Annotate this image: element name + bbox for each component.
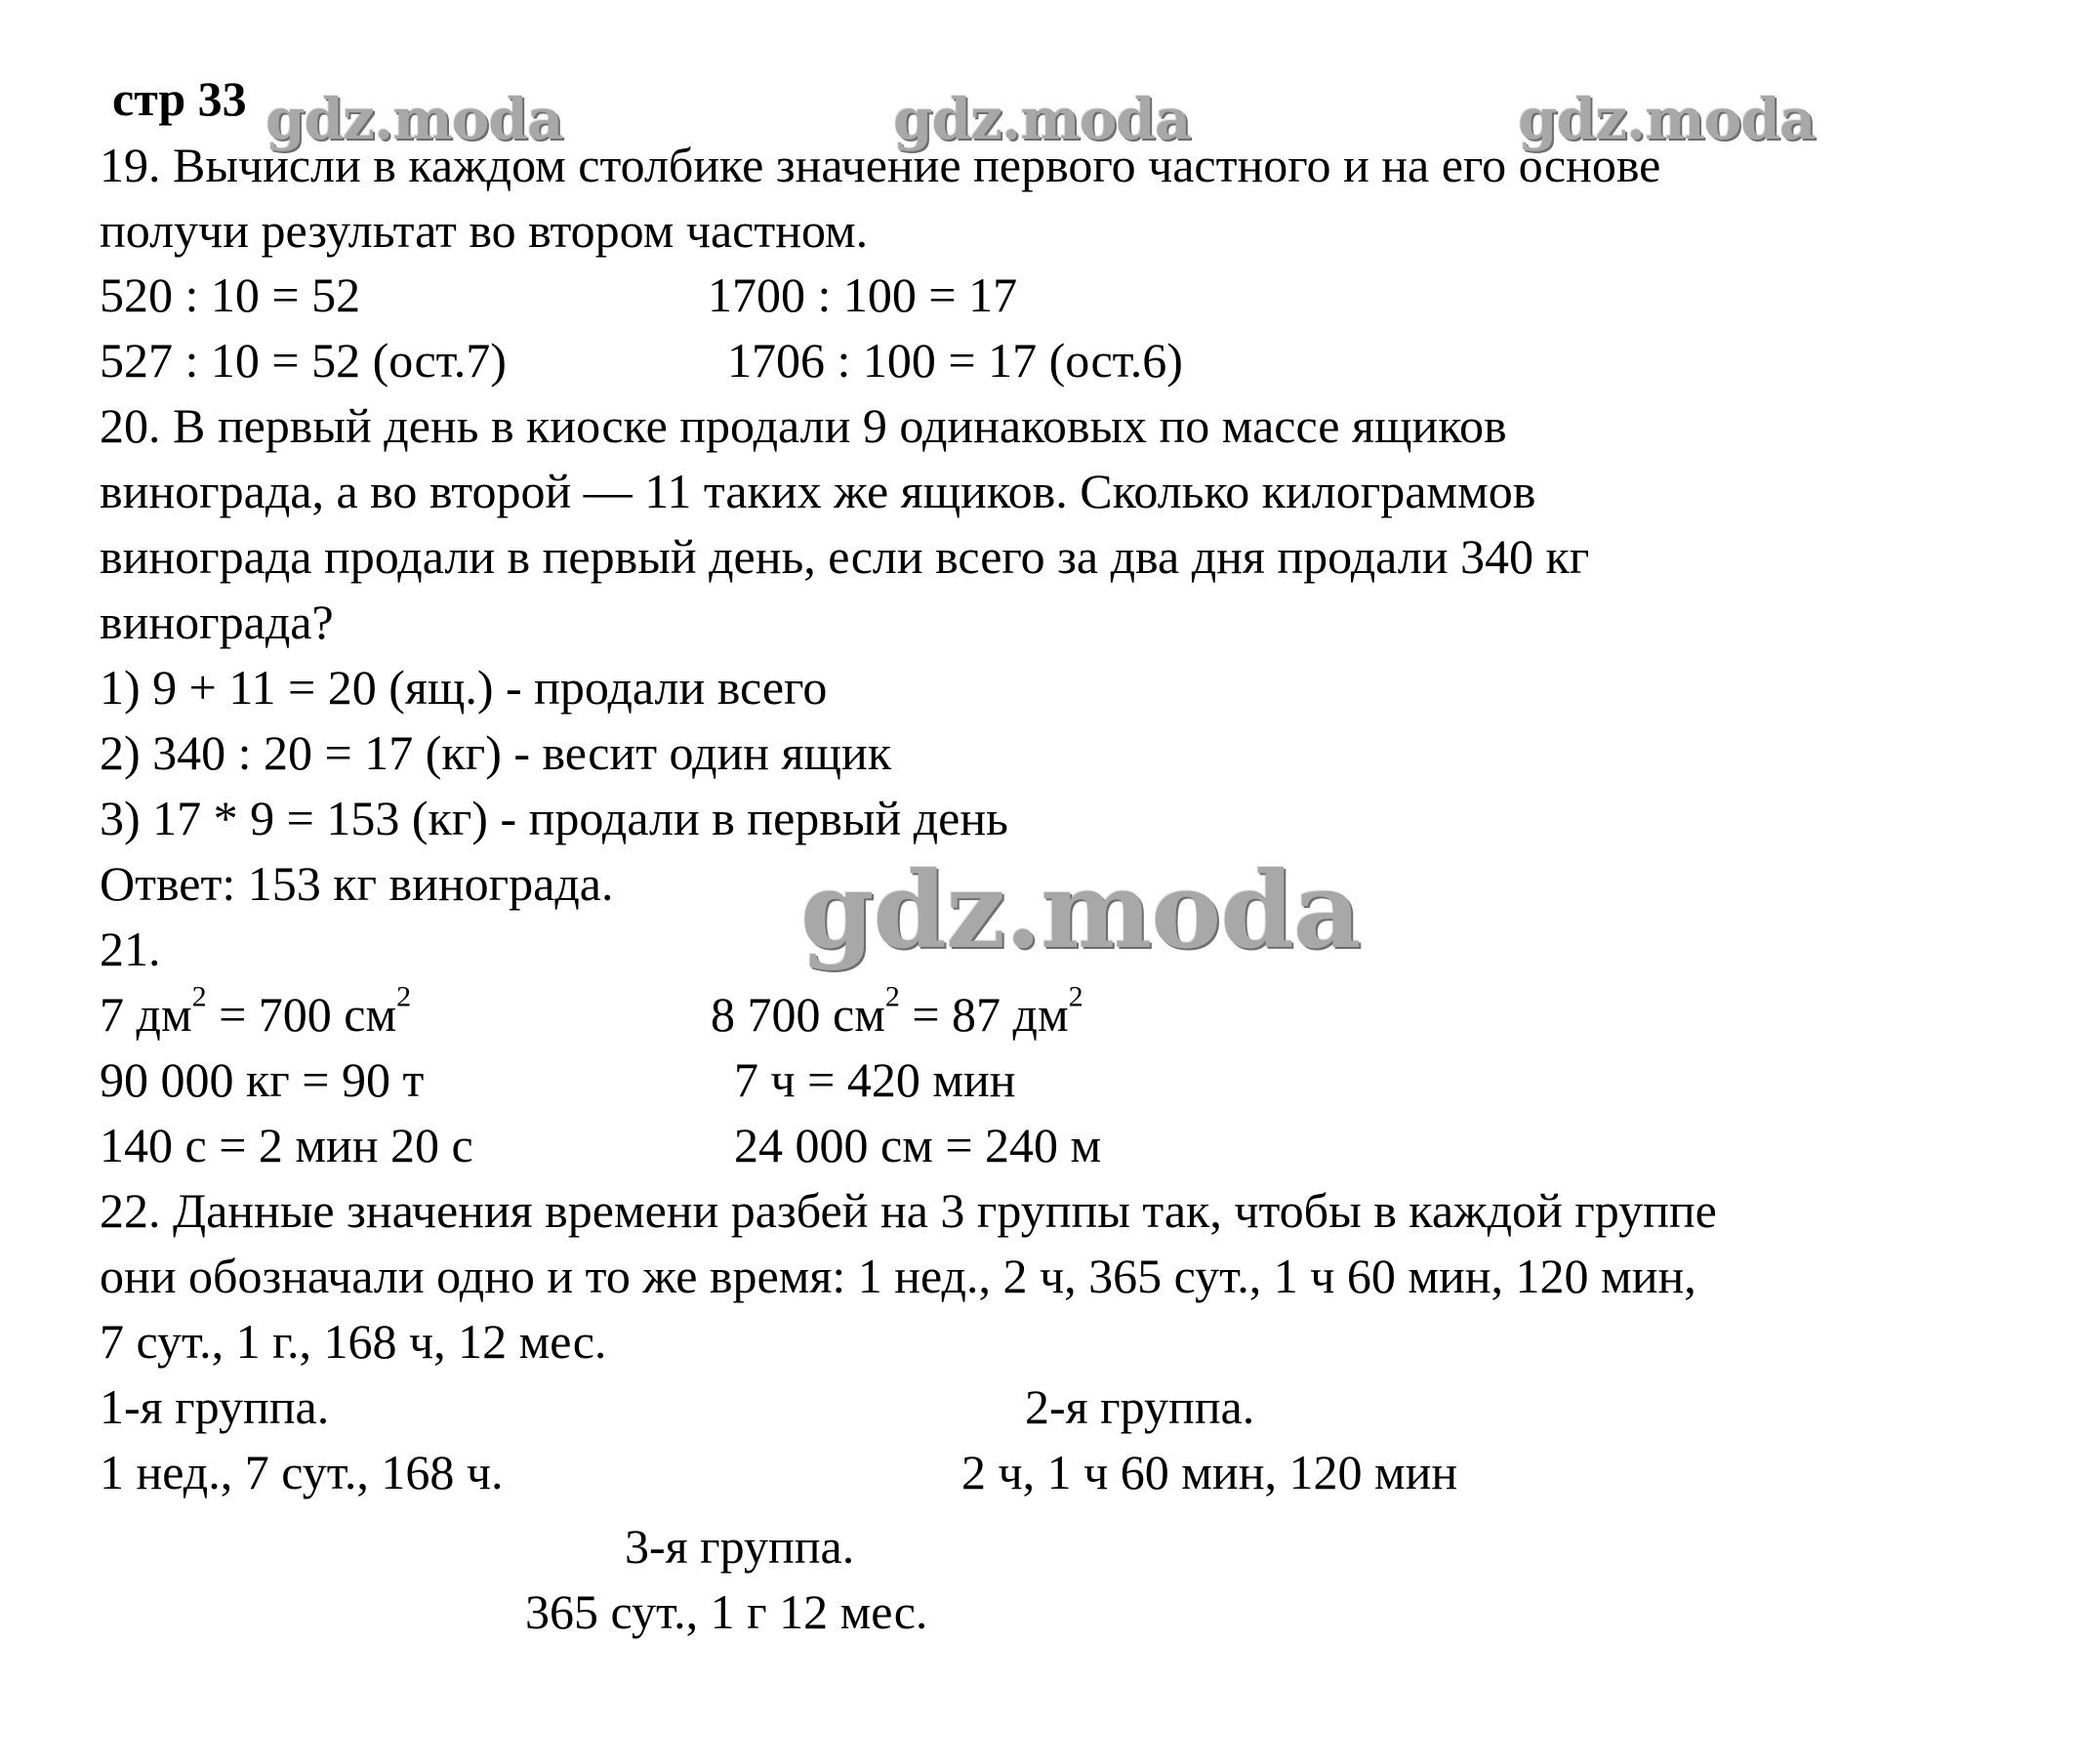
task21-row1-right xyxy=(711,980,1083,1043)
task20-text-line3: винограда продали в первый день, если всего за два дня продали 340 кг xyxy=(100,529,1590,584)
page-label: стр 33 xyxy=(112,71,247,126)
task22-text-line2: они обозначали одно и то же время: 1 нед., 2 ч, 365 сут., 1 ч 60 мин, 120 мин, xyxy=(100,1249,1696,1303)
task21-row2-left: 90 000 кг = 90 т xyxy=(100,1052,425,1107)
watermark-3: gdz.moda xyxy=(1518,86,1816,152)
task21-row3-right: 24 000 см = 240 м xyxy=(734,1118,1102,1172)
task20-step3: 3) 17 * 9 = 153 (кг) - продали в первый день xyxy=(100,791,1008,845)
task21-row1-left-a: 7 дм xyxy=(100,987,192,1042)
superscript-2: 2 xyxy=(884,980,900,1013)
task20-text-line4: винограда? xyxy=(100,595,334,649)
task20-step2: 2) 340 : 20 = 17 (кг) - весит один ящик xyxy=(100,725,892,780)
task20-text-line1: 20. В первый день в киоске продали 9 одинаковых по массе ящиков xyxy=(100,398,1507,453)
task21-number: 21. xyxy=(100,922,161,976)
task22-text-line3: 7 сут., 1 г., 168 ч, 12 мес. xyxy=(100,1314,607,1369)
task20-text-line2: винограда, а во второй — 11 таких же ящиков. Сколько килограммов xyxy=(100,464,1536,518)
task21-row1-left xyxy=(100,980,412,1043)
task19-row2-left: 527 : 10 = 52 (ост.7) xyxy=(100,333,507,388)
task20-answer: Ответ: 153 кг винограда. xyxy=(100,856,614,911)
task21-row3-left: 140 с = 2 мин 20 с xyxy=(100,1118,473,1172)
group1-title: 1-я группа. xyxy=(100,1379,330,1434)
task21-row1-left-b: = 700 см xyxy=(206,987,397,1042)
group2-title: 2-я группа. xyxy=(1025,1379,1255,1434)
superscript-2: 2 xyxy=(1068,980,1083,1013)
task19-row1-left: 520 : 10 = 52 xyxy=(100,267,361,322)
watermark-2: gdz.moda xyxy=(893,86,1191,152)
watermark-center: gdz.moda xyxy=(800,849,1361,972)
task21-row1-right-b: = 87 дм xyxy=(899,987,1069,1042)
task21-row2-right: 7 ч = 420 мин xyxy=(734,1052,1016,1107)
task19-row2-right: 1706 : 100 = 17 (ост.6) xyxy=(727,333,1183,388)
group1-items: 1 нед., 7 сут., 168 ч. xyxy=(100,1445,504,1499)
task19-text-line1: 19. Вычисли в каждом столбике значение первого частного и на его основе xyxy=(100,138,1661,192)
task22-text-line1: 22. Данные значения времени разбей на 3 группы так, чтобы в каждой группе xyxy=(100,1183,1717,1238)
group2-items: 2 ч, 1 ч 60 мин, 120 мин xyxy=(961,1445,1458,1499)
task19-row1-right: 1700 : 100 = 17 xyxy=(708,267,1018,322)
superscript-2: 2 xyxy=(191,980,207,1013)
group3-items: 365 сут., 1 г 12 мес. xyxy=(525,1584,928,1639)
watermark-1: gdz.moda xyxy=(266,86,563,152)
task21-row1-right-a: 8 700 см xyxy=(711,987,885,1042)
task19-text-line2: получи результат во втором частном. xyxy=(100,203,869,258)
superscript-2: 2 xyxy=(396,980,412,1013)
task20-step1: 1) 9 + 11 = 20 (ящ.) - продали всего xyxy=(100,660,828,715)
group3-title: 3-я группа. xyxy=(625,1519,855,1574)
